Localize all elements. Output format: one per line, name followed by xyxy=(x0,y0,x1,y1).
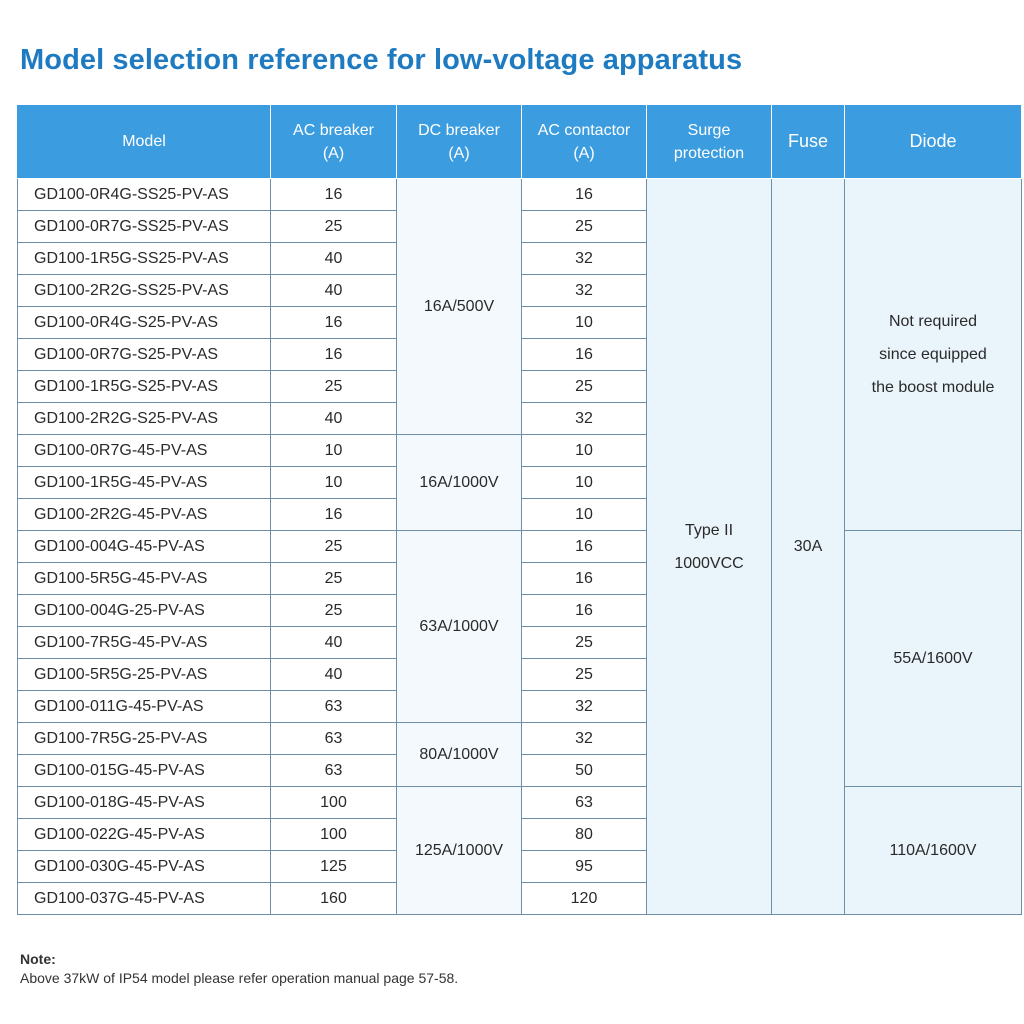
header-ac-breaker-line1: AC breaker xyxy=(293,121,374,139)
model-cell: GD100-2R2G-45-PV-AS xyxy=(18,499,271,531)
header-diode: Diode xyxy=(845,105,1022,179)
ac-contactor-cell: 10 xyxy=(522,435,647,467)
ac-breaker-cell: 125 xyxy=(271,851,397,883)
header-ac-contactor-line2: (A) xyxy=(573,144,595,162)
ac-contactor-cell: 80 xyxy=(522,819,647,851)
ac-breaker-cell: 40 xyxy=(271,403,397,435)
ac-breaker-cell: 25 xyxy=(271,595,397,627)
ac-breaker-cell: 16 xyxy=(271,179,397,211)
ac-contactor-cell: 16 xyxy=(522,179,647,211)
ac-contactor-cell: 63 xyxy=(522,787,647,819)
ac-contactor-cell: 10 xyxy=(522,499,647,531)
diode-group-cell: 110A/1600V xyxy=(845,787,1022,915)
ac-contactor-cell: 25 xyxy=(522,659,647,691)
model-cell: GD100-015G-45-PV-AS xyxy=(18,755,271,787)
ac-breaker-cell: 16 xyxy=(271,499,397,531)
ac-breaker-cell: 40 xyxy=(271,627,397,659)
model-selection-table-container xyxy=(17,104,1021,915)
header-surge-line1: Surge xyxy=(687,121,731,139)
ac-contactor-cell: 25 xyxy=(522,627,647,659)
ac-breaker-cell: 100 xyxy=(271,819,397,851)
fuse-cell: 30A xyxy=(772,179,845,915)
model-cell: GD100-7R5G-25-PV-AS xyxy=(18,723,271,755)
header-row xyxy=(18,105,1022,179)
model-cell: GD100-030G-45-PV-AS xyxy=(18,851,271,883)
ac-contactor-cell: 32 xyxy=(522,403,647,435)
table-row xyxy=(18,531,1022,563)
model-cell: GD100-0R7G-SS25-PV-AS xyxy=(18,211,271,243)
model-cell: GD100-5R5G-45-PV-AS xyxy=(18,563,271,595)
model-cell: GD100-0R7G-S25-PV-AS xyxy=(18,339,271,371)
dc-breaker-group-cell: 80A/1000V xyxy=(397,723,522,787)
ac-breaker-cell: 63 xyxy=(271,755,397,787)
model-cell: GD100-018G-45-PV-AS xyxy=(18,787,271,819)
model-cell: GD100-5R5G-25-PV-AS xyxy=(18,659,271,691)
diode-text-line2: since equipped xyxy=(879,346,987,363)
header-ac-contactor xyxy=(522,105,647,179)
ac-breaker-cell: 25 xyxy=(271,211,397,243)
header-dc-breaker xyxy=(397,105,522,179)
dc-breaker-group-cell: 16A/500V xyxy=(397,179,522,435)
ac-breaker-cell: 63 xyxy=(271,691,397,723)
dc-breaker-group-cell: 63A/1000V xyxy=(397,531,522,723)
ac-breaker-cell: 25 xyxy=(271,563,397,595)
model-cell: GD100-0R7G-45-PV-AS xyxy=(18,435,271,467)
note-section xyxy=(20,950,458,988)
model-cell: GD100-004G-45-PV-AS xyxy=(18,531,271,563)
model-cell: GD100-022G-45-PV-AS xyxy=(18,819,271,851)
ac-breaker-cell: 40 xyxy=(271,659,397,691)
surge-protection-cell xyxy=(647,179,772,915)
diode-text-line3: the boost module xyxy=(871,379,995,396)
header-ac-breaker-line2: (A) xyxy=(322,144,345,162)
header-dc-breaker-line2: (A) xyxy=(448,144,470,162)
ac-contactor-cell: 16 xyxy=(522,563,647,595)
table-row xyxy=(18,179,1022,211)
model-cell: GD100-011G-45-PV-AS xyxy=(18,691,271,723)
ac-contactor-cell: 32 xyxy=(522,723,647,755)
model-cell: GD100-1R5G-45-PV-AS xyxy=(18,467,271,499)
ac-breaker-cell: 10 xyxy=(271,435,397,467)
ac-contactor-cell: 32 xyxy=(522,243,647,275)
ac-breaker-cell: 40 xyxy=(271,275,397,307)
model-cell: GD100-1R5G-SS25-PV-AS xyxy=(18,243,271,275)
ac-contactor-cell: 16 xyxy=(522,595,647,627)
ac-contactor-cell: 10 xyxy=(522,307,647,339)
header-dc-breaker-line1: DC breaker xyxy=(418,121,500,139)
model-cell: GD100-2R2G-S25-PV-AS xyxy=(18,403,271,435)
model-cell: GD100-2R2G-SS25-PV-AS xyxy=(18,275,271,307)
surge-protection-line2: 1000VCC xyxy=(674,554,744,572)
ac-breaker-cell: 160 xyxy=(271,883,397,915)
diode-group-cell xyxy=(845,179,1022,531)
model-cell: GD100-7R5G-45-PV-AS xyxy=(18,627,271,659)
model-cell: GD100-0R4G-SS25-PV-AS xyxy=(18,179,271,211)
header-fuse: Fuse xyxy=(772,105,845,179)
model-selection-table xyxy=(17,104,1022,915)
ac-contactor-cell: 95 xyxy=(522,851,647,883)
diode-text-line1: Not required xyxy=(888,313,978,330)
ac-breaker-cell: 10 xyxy=(271,467,397,499)
ac-contactor-cell: 32 xyxy=(522,691,647,723)
ac-breaker-cell: 16 xyxy=(271,307,397,339)
ac-breaker-cell: 16 xyxy=(271,339,397,371)
ac-contactor-cell: 32 xyxy=(522,275,647,307)
model-cell: GD100-1R5G-S25-PV-AS xyxy=(18,371,271,403)
ac-breaker-cell: 63 xyxy=(271,723,397,755)
ac-contactor-cell: 16 xyxy=(522,531,647,563)
header-ac-breaker xyxy=(271,105,397,179)
ac-breaker-cell: 25 xyxy=(271,531,397,563)
ac-breaker-cell: 25 xyxy=(271,371,397,403)
ac-contactor-cell: 25 xyxy=(522,211,647,243)
table-row xyxy=(18,787,1022,819)
ac-contactor-cell: 10 xyxy=(522,467,647,499)
ac-contactor-cell: 120 xyxy=(522,883,647,915)
ac-contactor-cell: 50 xyxy=(522,755,647,787)
header-model: Model xyxy=(18,105,271,179)
dc-breaker-group-cell: 16A/1000V xyxy=(397,435,522,531)
note-title: Note: xyxy=(20,951,56,967)
ac-contactor-cell: 16 xyxy=(522,339,647,371)
model-cell: GD100-004G-25-PV-AS xyxy=(18,595,271,627)
ac-breaker-cell: 40 xyxy=(271,243,397,275)
page-title: Model selection reference for low-voltage apparatus xyxy=(20,44,743,76)
header-surge-line2: protection xyxy=(673,144,745,162)
model-cell: GD100-037G-45-PV-AS xyxy=(18,883,271,915)
ac-contactor-cell: 25 xyxy=(522,371,647,403)
dc-breaker-group-cell: 125A/1000V xyxy=(397,787,522,915)
header-ac-contactor-line1: AC contactor xyxy=(537,121,631,139)
surge-protection-line1: Type II xyxy=(684,521,734,539)
note-text: Above 37kW of IP54 model please refer operation manual page 57-58. xyxy=(20,970,459,986)
model-cell: GD100-0R4G-S25-PV-AS xyxy=(18,307,271,339)
ac-breaker-cell: 100 xyxy=(271,787,397,819)
diode-group-cell: 55A/1600V xyxy=(845,531,1022,787)
header-surge-protection xyxy=(647,105,772,179)
